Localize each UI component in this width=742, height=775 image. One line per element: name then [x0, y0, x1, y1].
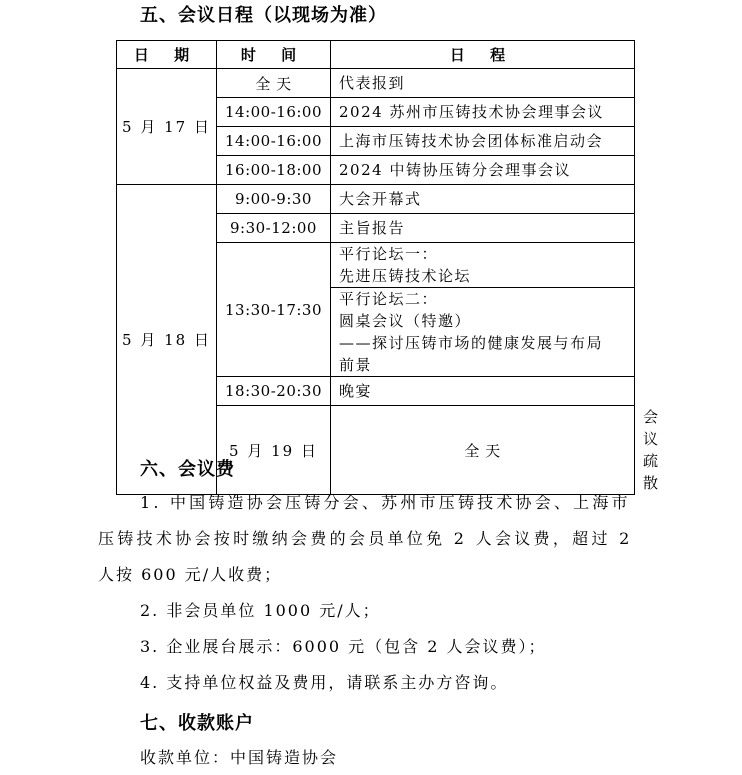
- section-6-heading: 六、会议费: [140, 459, 235, 480]
- agenda-cell: 上海市压铸技术协会团体标准启动会: [331, 127, 635, 156]
- agenda-cell: 主旨报告: [331, 214, 635, 243]
- time-cell: 14:00-16:00: [217, 127, 331, 156]
- time-cell: 14:00-16:00: [217, 98, 331, 127]
- fee-paragraph-3: 3. 企业展台展示：6000 元（包含 2 人会议费）；: [140, 637, 547, 656]
- time-cell: 9:00-9:30: [217, 185, 331, 214]
- date-cell: 5 月 18 日: [117, 185, 217, 495]
- time-cell: 全 天: [217, 69, 331, 98]
- forum2-subtitle: ——探讨压铸市场的健康发展与布局: [339, 334, 604, 352]
- fee-paragraph-2: 2. 非会员单位 1000 元/人；: [140, 601, 381, 620]
- forum2-label: 平行论坛二：: [339, 290, 439, 308]
- time-cell: 16:00-18:00: [217, 156, 331, 185]
- header-date: 日 期: [117, 41, 217, 69]
- agenda-cell-forum2: [331, 288, 635, 377]
- fee-paragraph-1-line-1: 1. 中国铸造协会压铸分会、苏州市压铸技术协会、上海市: [140, 493, 631, 512]
- section-7-heading: 七、收款账户: [140, 713, 254, 734]
- fee-paragraph-4: 4. 支持单位权益及费用，请联系主办方咨询。: [140, 673, 509, 692]
- table-row: [117, 185, 635, 214]
- table-row: 5 月 19 日 全 天 会议疏散: [117, 406, 635, 495]
- header-time: 时 间: [217, 41, 331, 69]
- agenda-cell: 代表报到: [331, 69, 635, 98]
- agenda-cell-forum1: [331, 243, 635, 288]
- fee-paragraph-1-line-2: 压铸技术协会按时缴纳会费的会员单位免 2 人会议费，超过 2: [98, 529, 633, 548]
- agenda-cell: 晚宴: [331, 377, 635, 406]
- agenda-cell: 大会开幕式: [331, 185, 635, 214]
- time-cell: 全 天: [331, 406, 635, 495]
- date-cell: 5 月 19 日: [217, 406, 331, 495]
- fee-paragraph-1-line-3: 人按 600 元/人收费；: [98, 565, 283, 584]
- payee-line: 收款单位：中国铸造协会: [140, 748, 339, 767]
- section-5-heading: 五、会议日程（以现场为准）: [140, 5, 387, 26]
- time-cell: 9:30-12:00: [217, 214, 331, 243]
- agenda-cell: 2024 中铸协压铸分会理事会议: [331, 156, 635, 185]
- table-row: [117, 69, 635, 98]
- forum2-subtitle-cont: 前景: [339, 356, 373, 374]
- time-cell: 13:30-17:30: [217, 243, 331, 377]
- table-header-row: [117, 41, 635, 69]
- agenda-cell: 2024 苏州市压铸技术协会理事会议: [331, 98, 635, 127]
- time-cell: 18:30-20:30: [217, 377, 331, 406]
- agenda-table: [116, 40, 660, 495]
- header-agenda: 日 程: [331, 41, 635, 69]
- date-cell: 5 月 17 日: [117, 69, 217, 185]
- forum2-title: 圆桌会议（特邀）: [339, 312, 472, 330]
- forum1-title: 先进压铸技术论坛: [339, 267, 472, 285]
- forum1-label: 平行论坛一：: [339, 245, 439, 263]
